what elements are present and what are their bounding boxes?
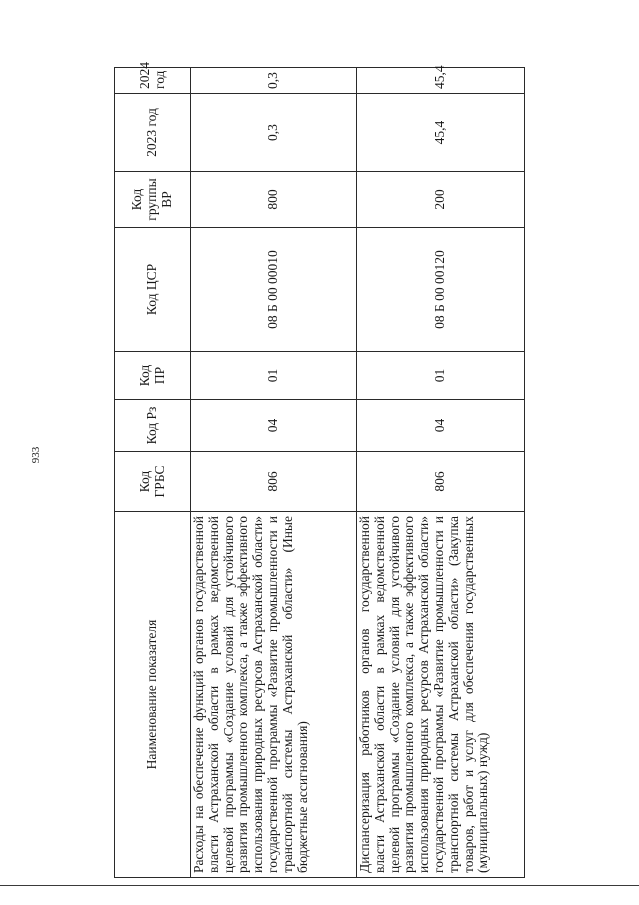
row-2023: 45,4	[357, 94, 525, 172]
table-row	[191, 68, 357, 878]
header-vr: Код группы ВР	[115, 172, 191, 228]
header-grbs: Код ГРБС	[115, 452, 191, 512]
row-name: Диспансеризация работников органов государственной власти Астраханской области в рамках ведомственной целевой программы «Создание условий для устойчивого развития промышленного комплекса, а также эффективного использования природных ресурсов Астраханской области» государственной программы «Развитие промышленности и транспортной системы Астраханской области» (Закупка товаров, работ и услуг для обеспечения государственных (муниципальных) нужд)	[357, 512, 525, 878]
budget-table-container	[114, 62, 524, 878]
header-csr: Код ЦСР	[115, 228, 191, 352]
row-csr: 08 Б 00 00120	[357, 228, 525, 352]
table-header-row	[115, 68, 191, 878]
budget-table	[114, 62, 525, 878]
row-grbs: 806	[191, 452, 357, 512]
row-rz: 04	[191, 400, 357, 452]
header-pr: Код ПР	[115, 352, 191, 400]
row-pr: 01	[191, 352, 357, 400]
row-2024: 45,4	[357, 68, 525, 94]
row-grbs: 806	[357, 452, 525, 512]
header-2024: 2024 год	[115, 68, 191, 94]
row-2024: 0,3	[191, 68, 357, 94]
header-rz: Код Рз	[115, 400, 191, 452]
header-2023: 2023 год	[115, 94, 191, 172]
row-name: Расходы на обеспечение функций органов государственной власти Астраханской области в рамках ведомственной целевой программы «Создание условий для устойчивого развития промышленного комплекса, а также эффективного использования природных ресурсов Астраханской области» государственной программы «Развитие промышленности и транспортной системы Астраханской области» (Иные бюджетные ассигнования)	[191, 512, 357, 878]
row-vr: 800	[191, 172, 357, 228]
footer-rule	[0, 885, 639, 886]
row-rz: 04	[357, 400, 525, 452]
page-number: 933	[30, 446, 42, 464]
row-pr: 01	[357, 352, 525, 400]
row-2023: 0,3	[191, 94, 357, 172]
header-name: Наименование показателя	[115, 512, 191, 878]
table-row	[357, 68, 525, 878]
row-csr: 08 Б 00 00010	[191, 228, 357, 352]
row-vr: 200	[357, 172, 525, 228]
